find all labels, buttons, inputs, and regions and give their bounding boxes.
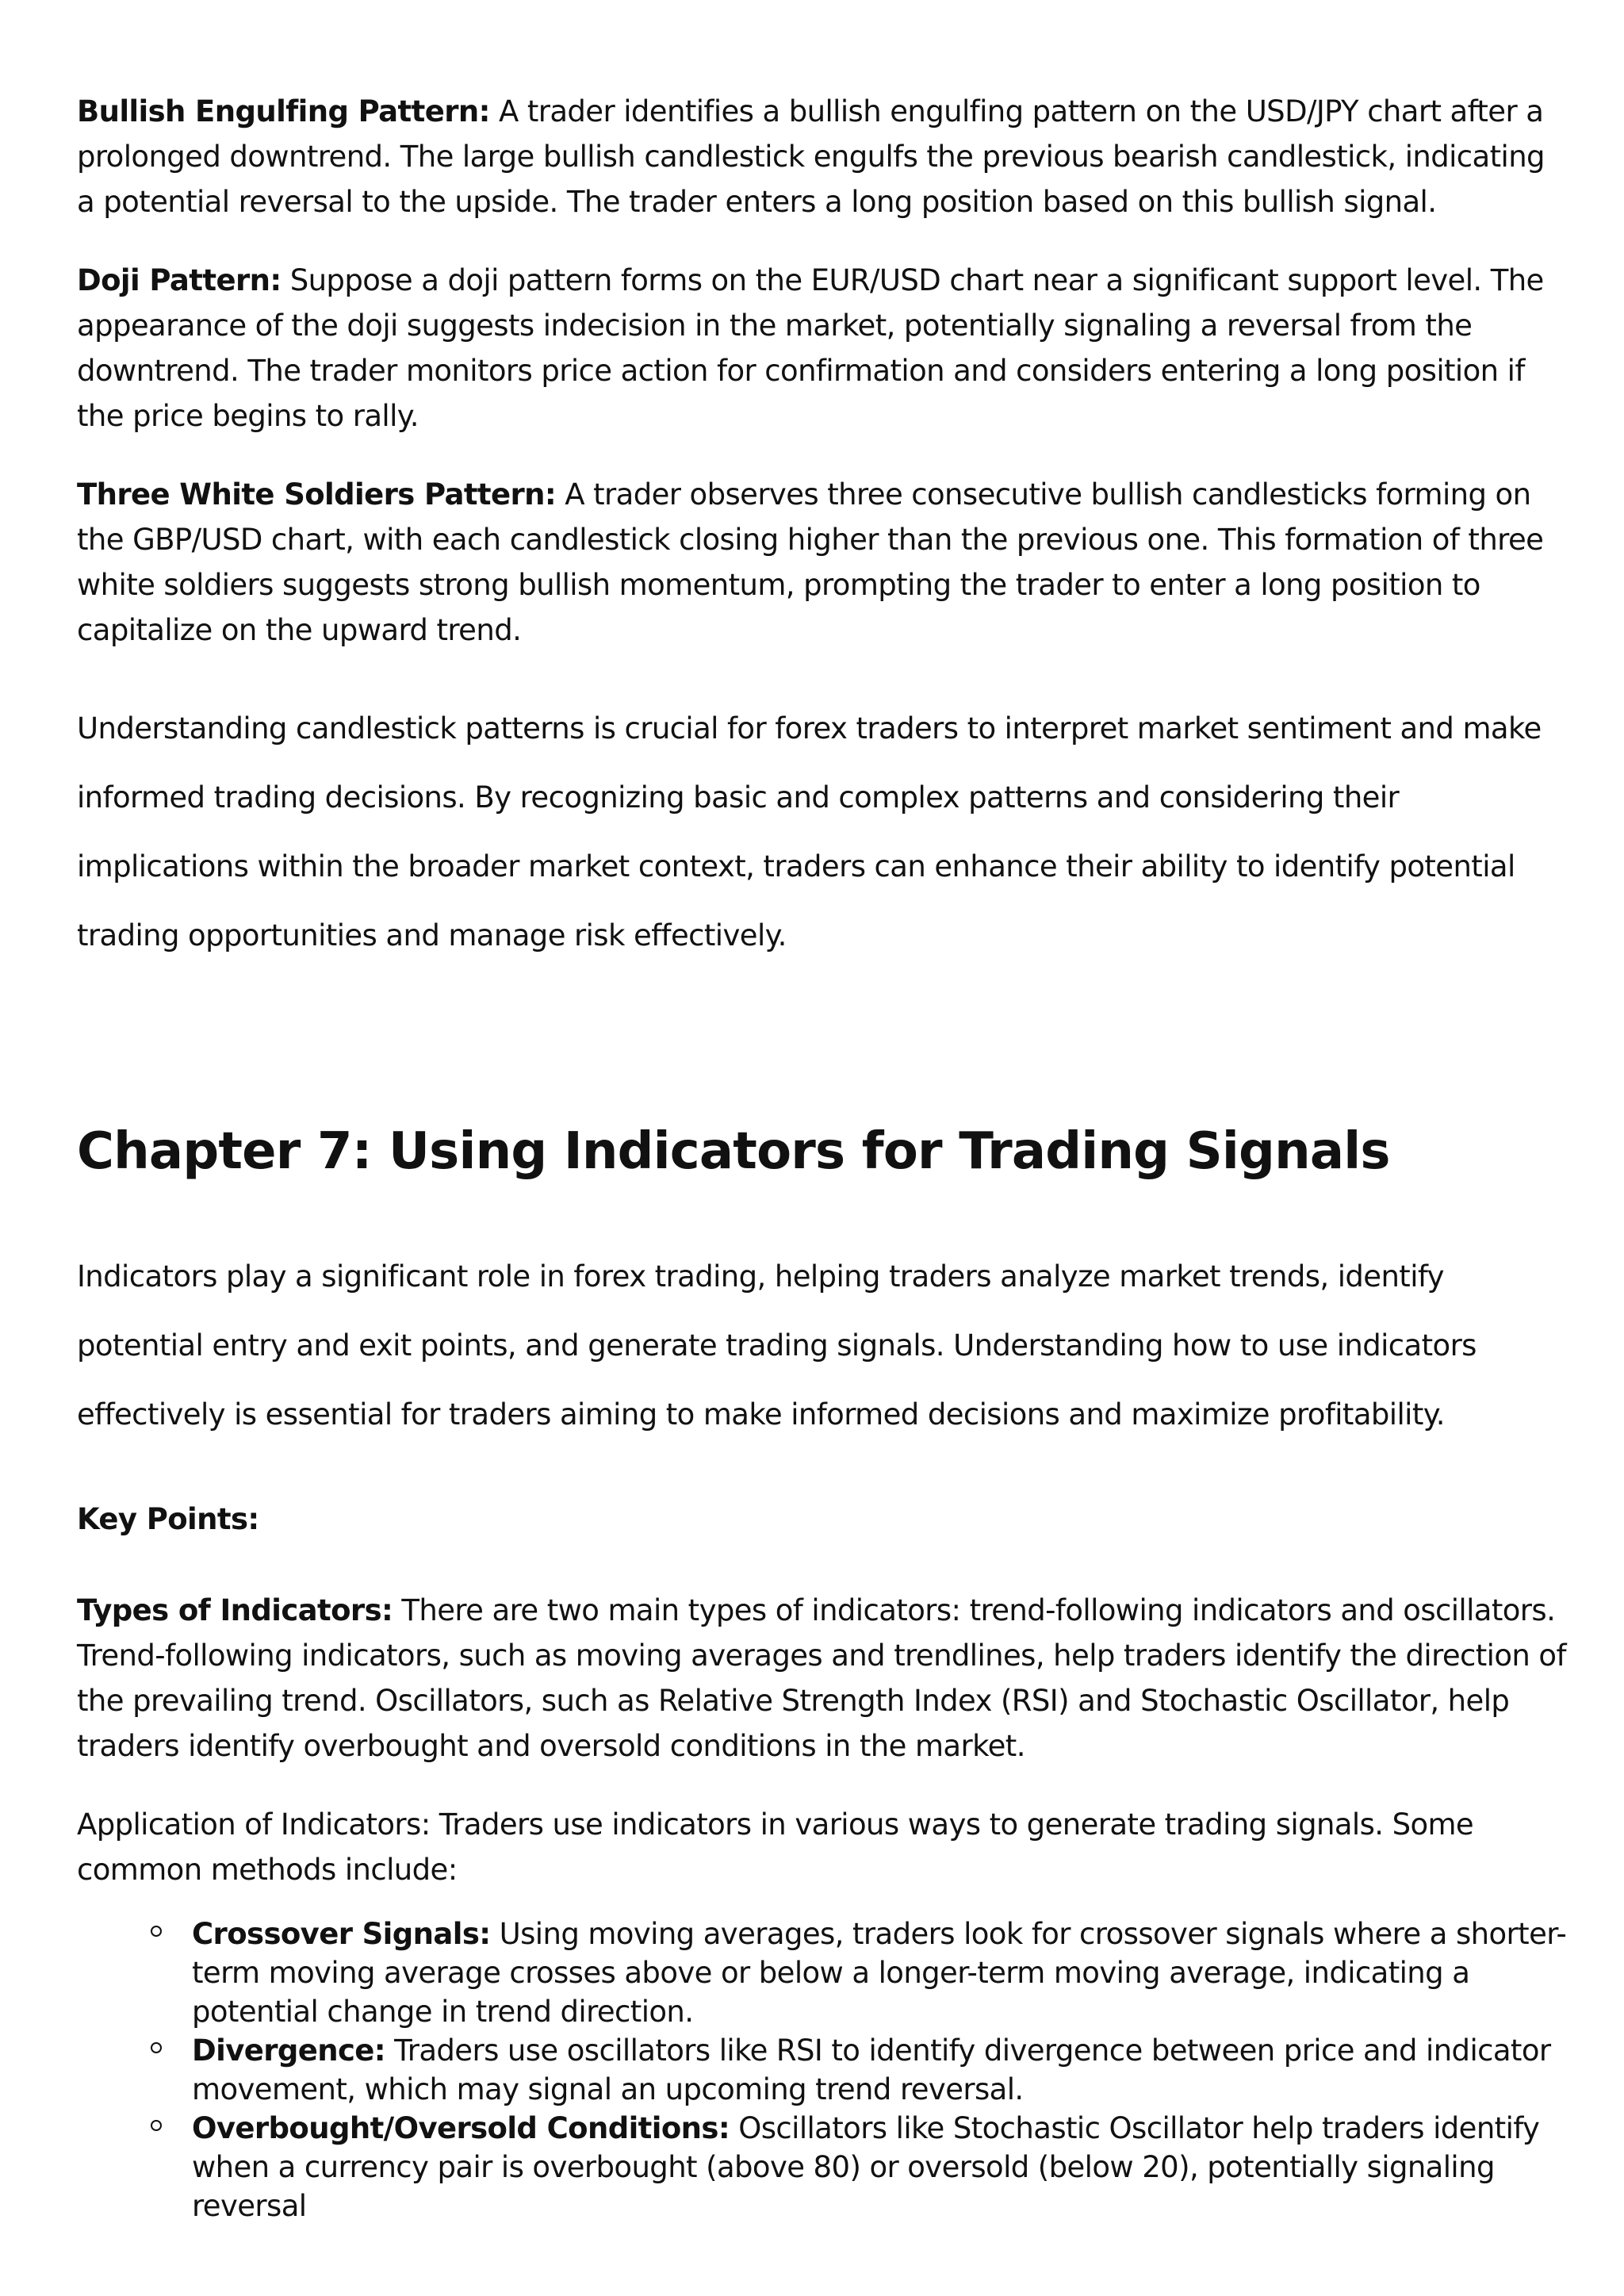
text-doji: Suppose a doji pattern forms on the EUR/USD chart near a significant support level. The appearance of the doji suggests indecision in the market, potentially signaling a reversal from the downtrend. The trader monitors price action for confirmation and considers entering a long position if the price begins to rally. [77,263,1544,433]
text-divergence: Traders use oscillators like RSI to identify divergence between price and indicator movement, which may signal an upcoming trend reversal. [192,2033,1551,2106]
term-bullish-engulfing: Bullish Engulfing Pattern: [77,94,490,128]
paragraph-bullish-engulfing [77,89,1568,224]
paragraph-types-of-indicators [77,1588,1568,1769]
hollow-bullet-icon [151,2120,162,2131]
chapter-title: Chapter 7: Using Indicators for Trading Signals [77,1122,1390,1181]
term-overbought-oversold: Overbought/Oversold Conditions: [192,2111,730,2145]
text-crossover: Using moving averages, traders look for crossover signals where a shorter-term moving average crosses above or below a longer-term moving average, indicating a potential change in trend direction. [192,1917,1567,2029]
key-points-label: Key Points: [77,1502,259,1536]
text-three-white-soldiers: A trader observes three consecutive bullish candlesticks forming on the GBP/USD chart, with each candlestick closing higher than the previous one. This formation of three white soldiers suggests strong bullish momentum, prompting the trader to enter a long position to capitalize on the upward trend. [77,477,1544,647]
chapter-body [77,1242,1568,2225]
paragraph-three-white-soldiers [77,472,1568,653]
chapter-intro: Indicators play a significant role in forex trading, helping traders analyze market trends, identify potential entry and exit points, and generate trading signals. Understanding how to use indicators effectively is essential for traders aiming to make informed decisions and maximize profitability. [77,1259,1477,1432]
text-overbought-oversold: Oscillators like Stochastic Oscillator help traders identify when a currency pair is overbought (above 80) or oversold (below 20), potentially signaling reversal [192,2111,1540,2223]
hollow-bullet-icon [151,2042,162,2053]
summary-paragraph: Understanding candlestick patterns is crucial for forex traders to interpret market sentiment and make informed trading decisions. By recognizing basic and complex patterns and considering their implications within the broader market context, traders can enhance their ability to identify potential trading opportunities and manage risk effectively. [77,711,1542,953]
term-divergence: Divergence: [192,2033,385,2068]
paragraph-application: Application of Indicators: Traders use indicators in various ways to generate trading signals. Some common methods include: [77,1807,1474,1887]
list-item-divergence [192,2031,1568,2109]
key-points-heading [77,1497,1568,1542]
term-types-of-indicators: Types of Indicators: [77,1593,393,1627]
text-bullish-engulfing: A trader identifies a bullish engulfing pattern on the USD/JPY chart after a prolonged downtrend. The large bullish candlestick engulfs the previous bearish candlestick, indicating a potential reversal to the upside. The trader enters a long position based on this bullish signal. [77,94,1545,219]
term-doji: Doji Pattern: [77,263,282,297]
term-crossover: Crossover Signals: [192,1917,491,1951]
paragraph-doji [77,258,1568,439]
list-item-overbought-oversold [192,2109,1568,2225]
text-types-of-indicators: There are two main types of indicators: trend-following indicators and oscillators. Trend-following indicators, such as moving averages and trendlines, help traders identify the direction of the prevailing trend. Oscillators, such as Relative Strength Index (RSI) and Stochastic Oscillator, help traders identify overbought and oversold conditions in the market. [77,1593,1566,1763]
methods-list [77,1915,1568,2225]
list-item-crossover [192,1915,1568,2031]
hollow-bullet-icon [151,1926,162,1937]
document-page [77,89,1568,2223]
term-three-white-soldiers: Three White Soldiers Pattern: [77,477,557,512]
